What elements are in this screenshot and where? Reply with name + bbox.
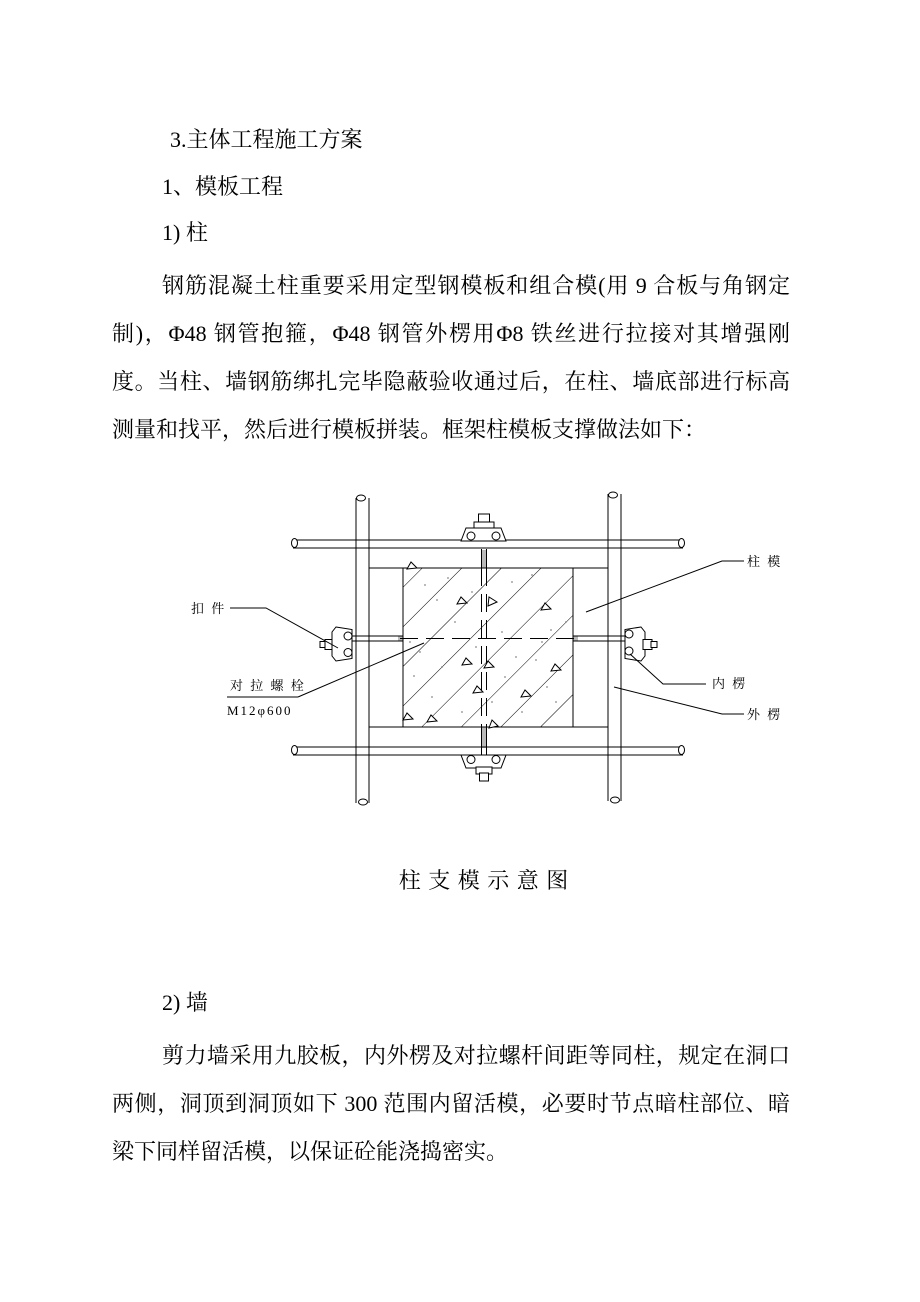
label-coupler: 扣 件 — [191, 601, 227, 616]
concrete-column — [403, 562, 573, 728]
label-outer-waler: 外 楞 — [747, 707, 783, 722]
waler-pipe-bottom — [292, 746, 685, 756]
column-formwork-figure — [168, 484, 800, 832]
text-line: 剪力墙采用九胶板，内外楞及对拉螺杆间距等同柱，规定在洞口 — [162, 1043, 790, 1068]
label-tie-bolt-name: 对 拉 螺 栓 — [230, 678, 306, 693]
heading-item-wall: 2) 墙 — [162, 990, 208, 1015]
coupler-left — [320, 627, 352, 661]
text-line: 制)，Φ48 钢管抱箍，Φ48 钢管外楞用Φ8 铁丝进行拉接对其增强刚 — [112, 321, 790, 346]
anchor-plate-top — [461, 514, 506, 541]
label-tie-bolt-spec: M12φ600 — [227, 703, 293, 718]
label-inner-waler: 内 楞 — [712, 676, 748, 691]
figure-caption: 柱 支 模 示 意 图 — [398, 868, 570, 893]
paragraph-column-formwork — [112, 262, 790, 454]
anchor-plate-bottom — [461, 755, 506, 781]
heading-formwork-section: 1、模板工程 — [162, 174, 284, 199]
text-line: 两侧，洞顶到洞顶如下 300 范围内留活模，必要时节点暗柱部位、暗 — [112, 1091, 790, 1116]
coupler-right — [625, 627, 657, 661]
text-line: 梁下同样留活模，以保证砼能浇捣密实。 — [112, 1139, 509, 1164]
scaffold-pipe-right — [608, 492, 621, 803]
leader-column-form — [586, 561, 744, 612]
text-line: 钢筋混凝土柱重要采用定型钢模板和组合模(用 9 合板与角钢定 — [162, 273, 791, 298]
leader-outer-waler — [614, 687, 744, 714]
scaffold-pipe-left — [356, 495, 369, 805]
heading-item-column: 1) 柱 — [162, 220, 208, 245]
paragraph-wall-formwork — [112, 1032, 790, 1176]
heading-main: 3.主体工程施工方案 — [170, 127, 363, 152]
text-line: 度。当柱、墙钢筋绑扎完毕隐蔽验收通过后，在柱、墙底部进行标高 — [112, 369, 790, 394]
text-line: 测量和找平，然后进行模板拼装。框架柱模板支撑做法如下： — [112, 417, 707, 442]
label-column-form: 柱 模 — [747, 554, 783, 569]
